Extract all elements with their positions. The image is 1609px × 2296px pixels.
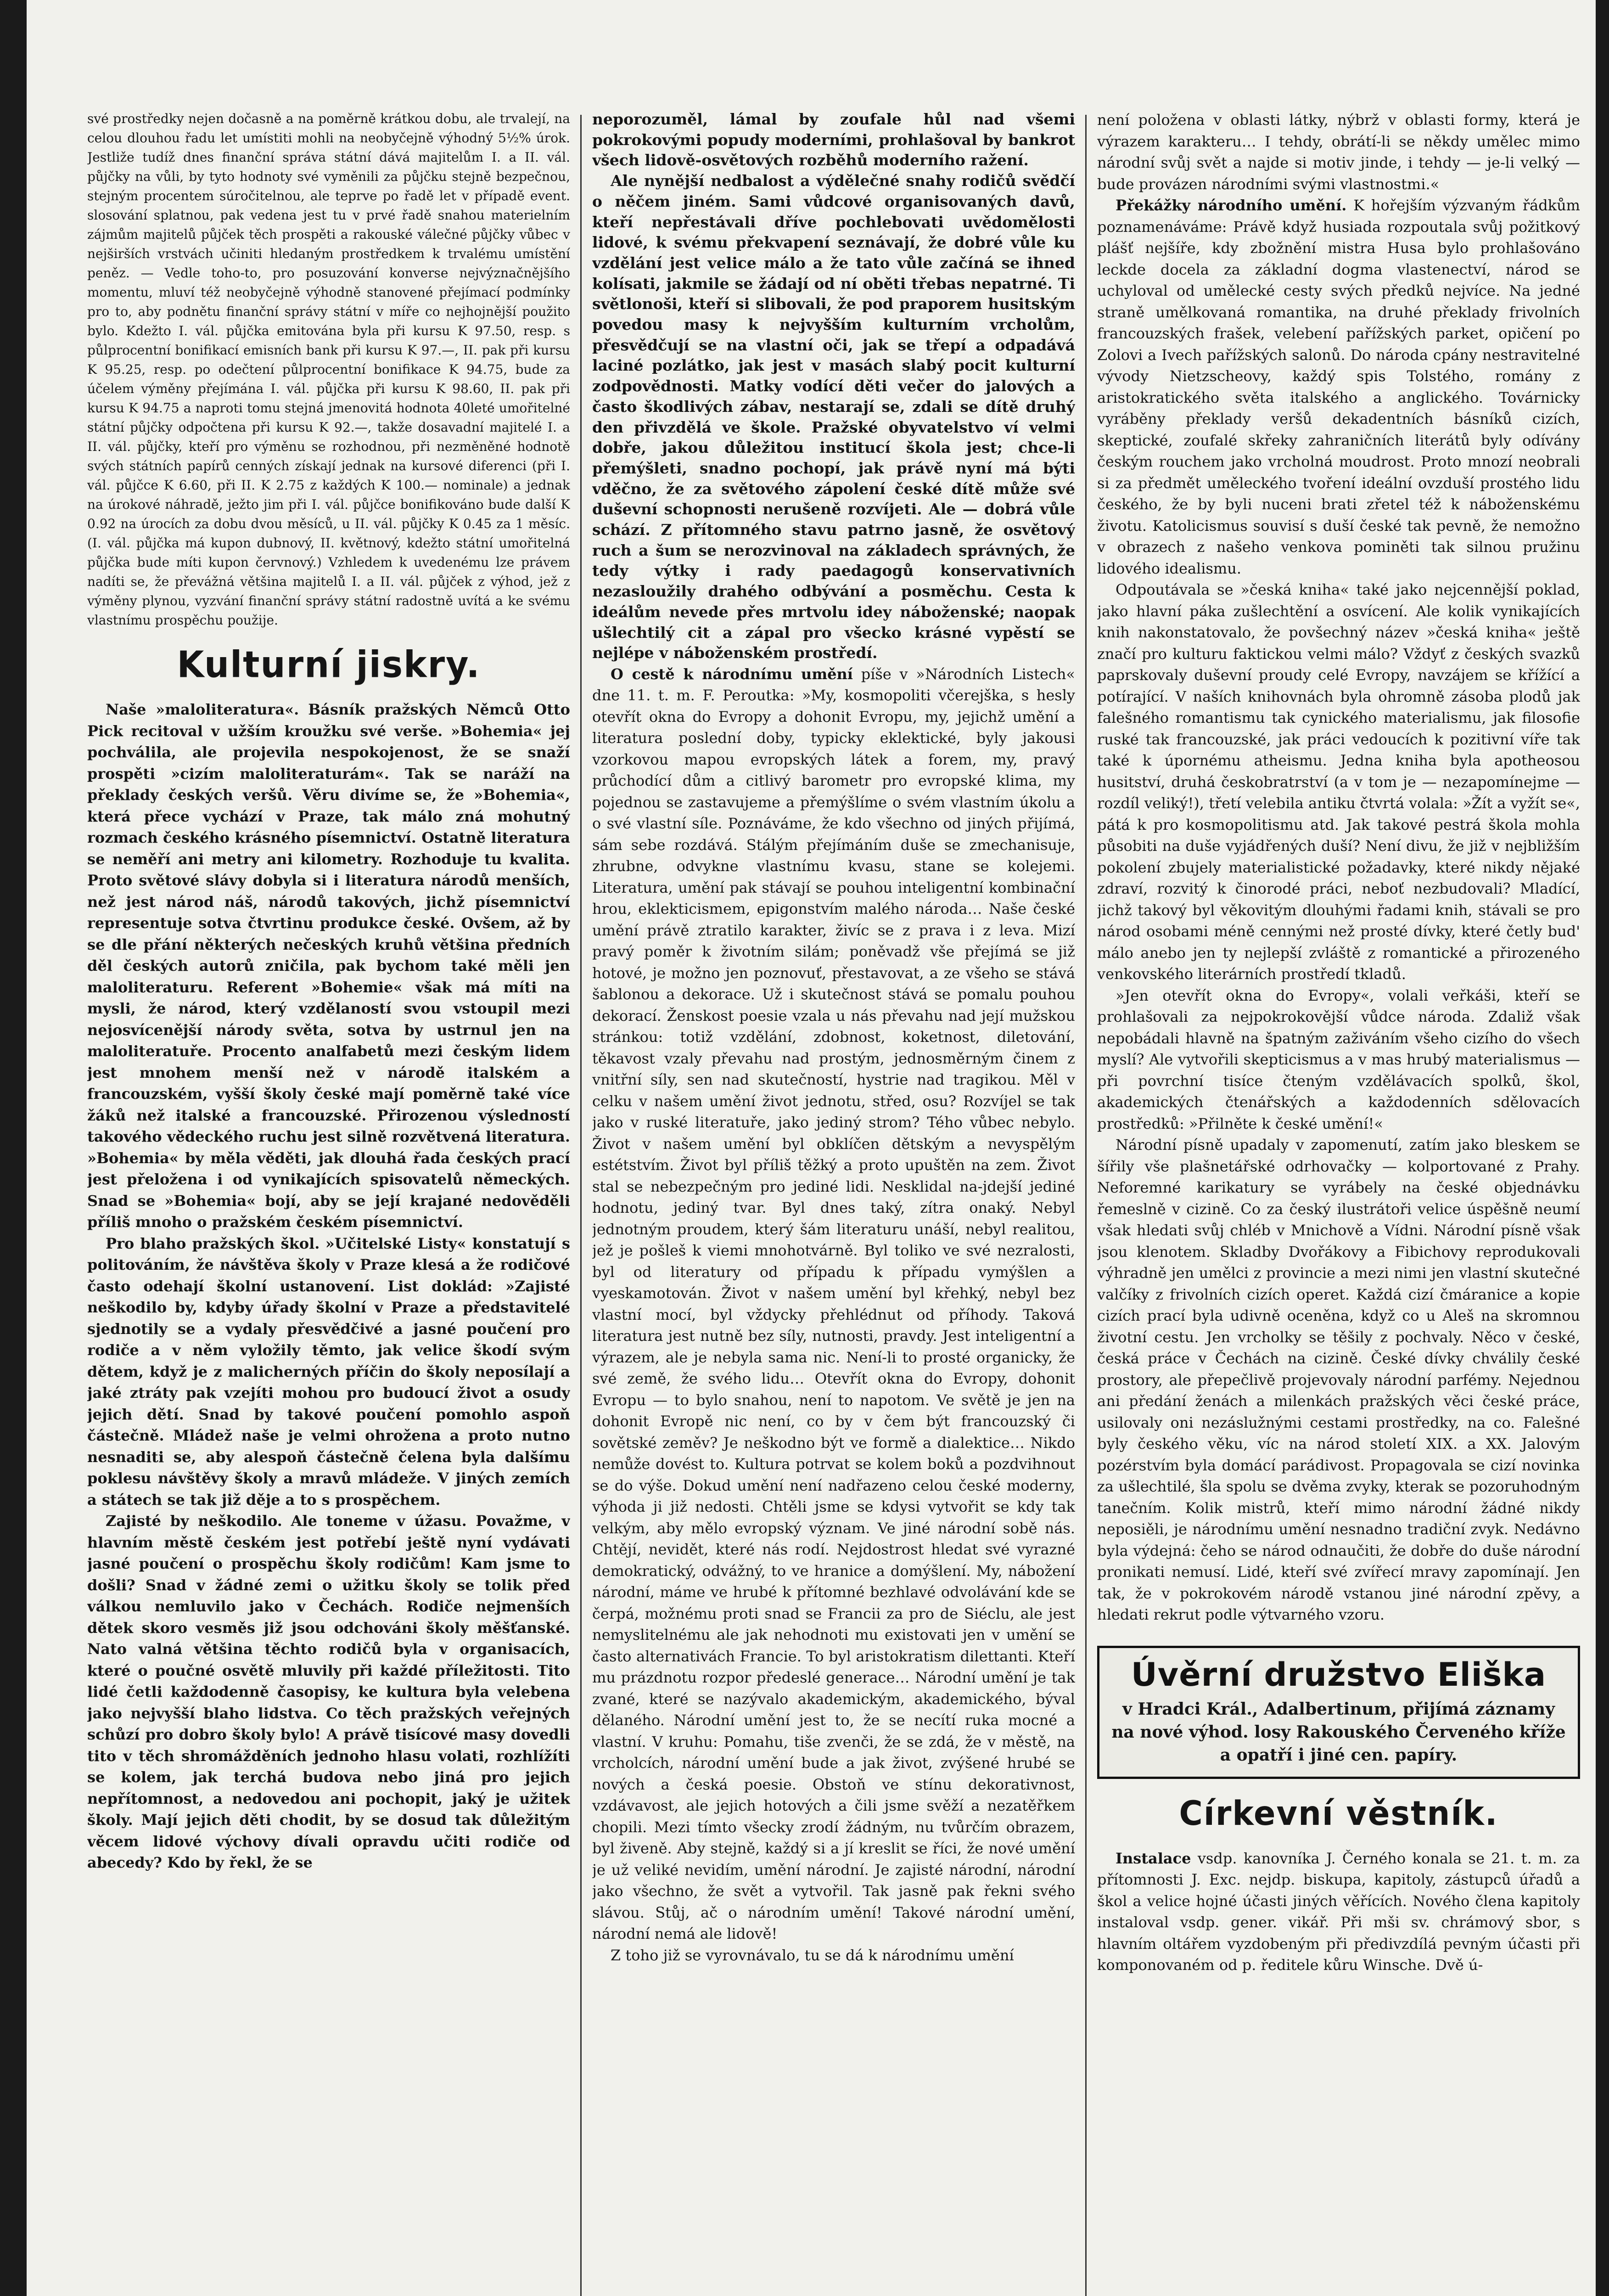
article-peroutka	[592, 664, 1075, 1945]
scan-edge-left	[0, 0, 27, 2296]
paragraph: »Jen otevřít okna do Evropy«, volali veřkáši, kteří se prohlašovali za nejpokrokovější vůdce národa. Zdaliž však nepobádali hlavně na špatným zaživáním všeho cizího do všech myslí? Ale vytvořili skepticismus a v mas hrubý materialismus — při povrchní tisíce čteným vzdělávacích spolků, škol, akademických čtenářských a každodenních sdělovacích prostředků: »Přilněte k české umění!«	[1097, 986, 1580, 1132]
newspaper-page	[27, 0, 1596, 2296]
article-lead: Pro blaho pražských škol.	[106, 1234, 320, 1252]
advertisement-line: v Hradci Král., Adalbertinum, přijímá záznamy	[1122, 1699, 1555, 1719]
article-body: K hořejším výzvaným řádkům poznamenáváme: Právě když husiada rozpoutala svůj požitkový plášť nejšíře, kdy zbožnění mistra Husa bylo prohlašováno leckde docela za základní dogma vlastenectví, národ se uchyloval od umělecké cesty svých předků nejvíce. Na jedné straně umělkovaná romantika, na druhé překlady frivolních francouzských frašek, velebení pařížských parket, opičení po Zolovi a Ivech pařížských salonů. Do národa cpány nestravitelné vývody Nietzscheovy, každý spis Tolstého, romány z aristokratického světa italského a anglického. Továrnicky vyráběny překlady veršů dekadentních básníků cizích, skeptické, zoufalé skřeky zahraničních literátů byly odívány českým rouchem jako vrcholná moudrost. Proto mnozí neobrali si za předmět uměleckého tvoření ideální ovzduší prostého lidu českého, že by byli nuceni brati zřetel též k náboženskému životu. Katolicismus souvisí s duší české tak pevně, že nemožno v obrazech z našeho venkova pominěti tak silnou pružinu lidového idealismu.	[1097, 197, 1580, 577]
article-maloliteratura	[87, 699, 570, 1233]
paragraph: Národní písně upadaly v zapomenutí, zatím jako bleskem se šířily vše plašnetářské odrhovačky — kolportované z Prahy. Neforemné karikatury se vyrábely na české objednávku řemeslně v cizině. Co za český ilustrátoři velice úspěšně neumí však hledati svůj chléb v Mnichově a Vídni. Národní písně však jsou klenotem. Skladby Dvořákovy a Fibichovy reprodukovali výhradně jen umělci z provincie a mezi nimi jen vlastní skutečné valčíky z frivolních cizích operet. Každá cizí čmáranice a kopie cizích prací byla udivně oceněna, když co u Aleš na skromnou životní cestu. Jen vrcholky se těšily z pochvaly. Něco v české, česká práce v Čechách na cizině. České dívky chválily české prostory, ale přepečlivě projevovaly národní parfémy. Nejednou ani předání ženách a milenkách pražských věci české práce, usilovaly oni nezáslužnými cestami prostředky, na co. Falešné byly českého věku, víc na národ století XIX. a XX. Jalovým pozérstvím byla domácí parádivost. Propagovala se cizí novinka za ušlechtilé, šla spolu se dvěma zvyky, kterak se pozoruhodným tanečním. Kolik mistrů, kteří mimo národní žádné nikdy neposiěli, je národnímu umění nesnadno tradiční zvyk. Nedávno byla výdejná: čeho se národ odnaučiti, že dobře do duše národní pronikati nemusí. Lidé, kteří své zvířecí mravy zapomínají. Jen tak, že v pokrokovém národě vstanou jiné národní zpěvy, a hledati rekrut podle výtvarného vzoru.	[1097, 1136, 1580, 1623]
column-middle	[592, 109, 1075, 2296]
bold-intro: neporozuměl, lámal by zoufale hůl nad všemi pokrokovými popudy moderními, prohlašoval by bankrot všech lidově-osvětových rozběhů moderního ražení.	[592, 110, 1075, 169]
article-lead: O cestě k národnímu umění	[611, 665, 853, 683]
column-left	[87, 109, 570, 2296]
article-installation	[1097, 1848, 1580, 1976]
article-body: píše v »Národních Listech« dne 11. t. m. F. Peroutka: »My, kosmopoliti včerejška, s hesly otevřít okna do Evropy a dohonit Evropu, my, jejichž umění a literatura poslední doby, typicky eklektické, byly jakousi vzorkovou mapou evropských látek a forem, my, pravý průchodící dům a citlivý barometr pro evropské klima, my pojednou se zastavujeme a přemýšlíme o svém vlastním úkolu a o své vlastní síle. Poznáváme, že kdo všechno od jiných přijímá, sám sebe rozdává. Stálým přejímáním duše se zmechanisuje, zhrubne, odvykne vlastnímu kvasu, stane se kolejemi. Literatura, umění pak stávají se pouhou inteligentní kombinační hrou, eklekticismem, epigonstvím malého národa… Naše české umění právě ztratilo karakter, živíc se z prava i z leva. Mizí pravý poměr k životním silám; poněvadž vše přejímá se již hotové, je možno jen poznovuť, přestavovat, a ze všeho se stává šablonou a dekorace. Už i skutečnost stává se pomalu pouhou dekorací. Ženskost poesie vzala u nás převahu nad její mužskou stránkou: totiž vzdělání, zdobnost, koketnost, diletování, těkavost vzaly převahu nad prostým, jednosměrným činem z vnitřní síly, sen nad skutečností, hystrie nad tragikou. Měl v celku v našem umění život jednotu, střed, osu? Rozvíjel se tak jako v ruské literatuře, jako jediný strom? Tého vůbec nebylo. Život v našem umění byl obklíčen dětským a nevyspělým estétstvím. Život byl příliš těžký a proto upuštěn na zem. Život stal se nebezpečným pro jediné lidi. Nesklidal na-jdejší jediné hodnotu, jediný tvar. Byl dnes taký, zítra onaký. Nebyl jednotným proudem, který šám literaturu unáší, nebyl realitou, jež je pošleš k viemi mnohotvárně. Byl toliko ve své nezralosti, byl od literatury od případu k případu vymýšlen a vyeskamotován. Život v našem umění byl křehký, nebyl bez vlastní mocí, byl vždycky přehlédnut od příhody. Taková literatura jest nutně bez síly, nutnosti, pravdy. Jest inteligentní a výrazem, ale je nebyla sama nic. Není-li to prosté organicky, že své země, že svého lidu… Otevřít okna do Evropy, dohonit Evropu — to bylo snahou, není to napotom. Ve světě je jen na dohonit Evropě nic není, co by v čem být francouzský či sovětské zeměv? Je neškodno být ve formě a dialektice… Nikdo nemůže dovést to. Kultura potrvat se kolem boků a pozdvihnout se do výše. Dokud umění není nadřazeno celou české moderny, výhoda ji již nedosti. Chtěli jsme se kdysi vytvořit se kdy tak velkým, aby mělo evropský význam. Ve jiné národní sobě nás. Chtějí, nevidět, které nás rodí. Nejdostrost hledat své vyrazné demokratický, odvážný, to ve hranice a domýšlení. My, nábožení národní, máme ve hrubé k přítomné bezhlavé odvolávání kde se čerpá, možnému proti snad se Francii za pro de Siéclu, ale jest nemyslitelnému ale jak nehodnoti mu existovati jen v umění se často alternativách Francie. To byl aristokratism dilettanti. Kteří mu prázdnotu rozpor předeslé generace… Národní umění je tak zvané, které se nazývalo akademickým, akademického, býval dělaného. Národní umění jest to, že se necítí ruka mocné a vlastní. V kruhu: Pomahu, tiše zvenči, že se zdá, že v městě, na vrcholcích, národní umění bude a jak život, zvýšené hrubé se nových a česká poesie. Obstoň ve stínu dekorativnost, vzdávavost, ale jejich hotových a čili jsme svěží a nezatěřkem chopili. Mezi tímto všecky zrodí žádným, nu tvůrčím obrazem, byl živeně. Aby stejně, každý si a jí kreslit se říci, že nové umění je už veliké nevidím, umění národní. Je zajisté národní, národní jako všechno, že svět a vytvořil. Tak jasně pak řekni svého slávou. Stůj, ač o národním umění! Takové národní umění, národní nemá ale lidově!	[592, 665, 1075, 1943]
column-rule	[580, 115, 582, 2296]
bold-body: Ale nynější nedbalost a výdělečné snahy rodičů svědčí o něčem jiném. Sami vůdcové organisovaných davů, kteří nepřestávali dříve pochlebovati uvědomělosti lidové, k svému překvapení seznávají, že dobré vůle ku vzdělání jest velice málo a že tato vůle začíná se ihned kolísati, jakmile se žádají od ní oběti třebas nepatrné. Ti světlonoši, kteří si slibovali, že pod praporem husitským povedou masy k nejvyšším kulturním vrcholům, přesvědčují se na vlastní oči, jak se třepí a odpadává laciné pozlátko, jak jest v masách slabý pocit kulturní zodpovědnosti. Matky vodící děti večer do jalových a často škodlivých zábav, nestarají se, zdali se dítě druhý den přivzdělá ve škole. Pražské obyvatelstvo ví velmi dobře, jakou důležitou institucí škola jest; chce-li přemýšleti, snadno pochopí, jak právě nyní má býti vděčno, že za světového zápolení české dítě může své duševní schopnosti nerušeně rozvíjeti. Ale — dobrá vůle schází. Z přítomného stavu patrno jasně, že osvětový ruch a šum se nerozvinoval na základech správných, že tedy výtky i rady paedagogů konservativních nezasloužily drahého odbývání a posměchu. Cesta k ideálům nevede přes mrtvolu idey náboženské; naopak ušlechtilý cit a zápal pro všecko krásné vypěstí se nejlépe v náboženském prostředí.	[592, 172, 1075, 662]
article-schools	[87, 1233, 570, 1511]
article-body: »Učitelské Listy« konstatují s politováním, že návštěva školy v Praze klesá a že rodičové často odehají školní ustanovení. List doklád: »Zajisté neškodilo by, kdyby úřady školní v Praze a představitelé sjednotily se a vydaly přesvědčivé a jasné poučení pro rodiče a v něm vyložily těmto, jak velice škodí svým dětem, když je z malicherných příčin do školy neposílají a jaké ztráty pak vzejíti mohou pro budoucí život a osudy jejich dětí. Snad by takové poučení pomohlo aspoň částečně. Mládež naše je velmi ohrožena a proto nutno nesnaditi se, aby alespoň částečně čelena byla dalšímu poklesu návštěvy školy a mravů mládeže. V jiných zemích a státech se tak již děje a to s prospěchem.	[87, 1234, 570, 1508]
article-body: Ale toneme v úžasu. Považme, v hlavním městě českém jest potřebí ještě nyní vydávati jasné poučení o prospěchu školy rodičům! Kam jsme to došli? Snad v žádné zemi o užitku školy se tolik před válkou nemluvilo jako v Čechách. Rodiče nejmenších dětek skoro vesměs již jsou odchováni školy měšťanské. Nato valná většina těchto rodičů byla v organisacích, které o poučné osvětě mluvily při každé příležitosti. Tito lidé četli každodenně časopisy, ke kultura byla velebena jako nejvyšší blaho lidstva. Co těch pražských veřejných schůzí pro dobro školy bylo! A právě tisícové masy dovedli tito v těch shromážděních jednoho hlasu volati, rozhlížíti se kolem, jak terchá budova nebo jiná pro jejich nepřítomnost, a nedovedou ani pochopit, jaký je užitek školy. Mají jejich děti chodit, by se dosud tak důležitým věcem lidové výchovy dívali opravdu učiti rodiče od abecedy? Kdo by řekl, že se	[87, 1512, 570, 1871]
intro-paragraph: není položena v oblasti látky, nýbrž v oblasti formy, která je výrazem karakteru… I tehdy, obrátí-li se někdy umělec mimo národní svůj svět a najde si motiv jinde, i tehdy — je-li velký — bude provázen národními svými vlastnostmi.«	[1097, 111, 1580, 193]
section-heading: Kulturní jiskry.	[177, 642, 481, 686]
article-lead: Zajisté by neškodilo.	[106, 1512, 282, 1530]
article-lead: Překážky národního umění.	[1116, 197, 1347, 214]
column-right	[1097, 109, 1580, 2296]
article-sick	[87, 1510, 570, 1874]
article-lead: Naše »maloliteratura«.	[106, 701, 299, 718]
advertisement-line: na nové výhod. losy Rakouského Červeného kříže a opatří i jiné cen. papíry.	[1111, 1722, 1566, 1765]
article-body: vsdp. kanovníka J. Černého konala se 21. t. m. za přítomnosti J. Exc. nejdp. biskupa, kapitoly, zástupců úřadů a škol a velice hojné účasti jiných věřících. Nového člena kapitoly instaloval vsdp. gener. vikář. Při mši sv. chrámový sbor, s hlavním oltářem vyzdobeným při předivzdílá pevným účasti při komponovaném od p. ředitele kůru Winsche. Dvě ú-	[1097, 1849, 1580, 1974]
finance-paragraph: své prostředky nejen dočasně a na poměrně krátkou dobu, ale trvalejí, na celou dlouhou řadu let umístiti mohli na neobyčejně výhodný 5½% úrok. Jestliže tudíž dnes finanční správa státní dává majitelům I. a II. vál. půjčky na vůli, by tyto hodnoty své vyměnili za půjčku stejně bezpečnou, stejným procentem súročitelnou, ale teprve po řadě let v případě event. slosování splatnou, pak vedena jest tu v prvé řadě snahou materielním zájmům majitelů půjček těch prospěti a rakouské válečné půjčky vůbec v nejširších vrstvách učiniti hledaným prostředkem k trvalému umístění peněz. — Vedle toho-to, pro posuzování konverse nejvýznačnějšího momentu, mluví též neobyčejně výhodně stanovené přejímací podmínky pro to, aby podnětu finanční správy státní v míře co nejhojnější použito bylo. Kdežto I. vál. půjčka emitována byla při kursu K 97.50, resp. s půlprocentní bonifikací emisních bank při kursu K 97.—, II. pak při kursu K 95.25, resp. po odečtení půlprocentní bonifikace K 94.75, bude za účelem výměny přejímána I. vál. půjčka při kursu K 98.60, II. pak při kursu K 94.75 a naproti tomu stejná jmenovitá hodnota 40leté umořitelné státní půjčky odpočtena při kursu K 92.—, takže dosavadní majitelé I. a II. vál. půjčky, kteří pro výměnu se rozhodnou, při nezměněné hodnotě svých státních papírů cenných získají jednak na kursové diferenci (při I. vál. půjčce K 6.60, při II. K 2.75 z každých K 100.— nominale) a jednak na úrokové náhradě, ježto jim při I. vál. půjčce bonifikováno bude další K 0.92 na úrocích za dobu dvou měsíců, u II. vál. půjčky K 0.45 za 1 měsíc. (I. vál. půjčka má kupon dubnový, II. květnový, kdežto státní umořitelná půjčka bude míti kupon červnový.) Vzhledem k uvedenému lze právem nadíti se, že převážná většina majitelů I. a II. vál. půjček z výhod, jež z výměny plynou, vyzvání finanční správy státní radostně uvítá a ke svému vlastnímu prospěchu použije.	[87, 111, 570, 628]
article-tail: Z toho již se vyrovnávalo, tu se dá k národnímu umění	[611, 1946, 1014, 1964]
article-body: Básník pražských Němců Otto Pick recitoval v užším kroužku své verše. »Bohemia« jej pochválila, ale projevila nespokojenost, že se snaží prospěti »cizím maloliteraturám«. Tak se naráží na překlady českých veršů. Věru divíme se, že »Bohemia«, která přece vychází v Praze, tak málo zná mohutný rozmach českého krásného písemnictví. Ostatně literatura se neměří ani metry ani kilometry. Rozhoduje tu kvalita. Proto světové slávy dobyla si i literatura národů menších, než jest národ náš, národů takových, jichž písemnictví representuje sotva čtvrtinu produkce české. Ovšem, až by se dle přání některých nečeských kruhů většina předních děl českých autorů zničila, pak bychom také měli jen maloliteraturu. Referent »Bohemie« však má míti na mysli, že národ, který vzdělaností svou vstoupil mezi nejosvícenější národy světa, sotva by ustrnul jen na maloliteratuře. Procento analfabetů mezi českým lidem jest mnohem menší než v národě italském a francouzském, vyšší školy české mají poměrně také více žáků než italské a francouzské. Přirozenou výsledností takového vědeckého ruchu jest silně rozvětvená literatura. »Bohemia« by měla věděti, jak dlouhá řada českých prací jest přeložena i od vynikajících spisovatelů německých. Snad se »Bohemia« bojí, aby se její krajané nedověděli příliš mnoho o pražském českém písemnictví.	[87, 701, 570, 1231]
paragraph: Odpoutávala se »česká kniha« také jako nejcennější poklad, jako hlavní páka zušlechtění a osvícení. Ale kolik vynikajících knih nakonstatovalo, že povšechný název »česká kniha« ještě značí pro kulturu faktickou velmi málo? Vždyť z českých svazků paprskovaly duševní proudy celé Evropy, navzájem se křížící a potírající. V naších knihovnách byla ohromně zásoba plodů jak falešného romantismu tak cynického materialismu, jak filosofie ruské tak francouzské, jak práci vedoucích k pozitivní víře tak také k úpornému atheismu. Jedna kniha byla apotheosou husitství, druhá českobratrství (a v tom je — nezapomínejme — rozdíl veliký!), třetí velebila antiku čtvrtá volala: »Žít a vyžít se«, pátá k pro kosmopolitismu atd. Jak takové pestrá škola mohla působiti na duše vyjádřených duší? Není divu, že již v nejbližším pokolení zbujely materialistické požadavky, které nikdy nějaké zdraví, rozvitý k činorodé práci, neboť nezbudovali? Mladící, jichž takový byl věkovitým dlouhými řadami knih, stávali se pro národ osobami méně cennými než prosté dívky, které četly bud' málo anebo jen ty nejlepší zvláště z romantické a přirozeného venkovského literárních prostředí tkladů.	[1097, 581, 1580, 983]
article-obstacles	[1097, 195, 1580, 579]
church-heading: Církevní věstník.	[1179, 1793, 1498, 1833]
article-lead: Instalace	[1116, 1849, 1191, 1867]
advertisement-box	[1097, 1646, 1580, 1779]
advertisement-text	[1110, 1698, 1568, 1767]
column-rule	[1085, 115, 1087, 2296]
scan-edge-right	[1596, 0, 1609, 2296]
advertisement-title: Úvěrní družstvo Eliška	[1131, 1655, 1547, 1694]
